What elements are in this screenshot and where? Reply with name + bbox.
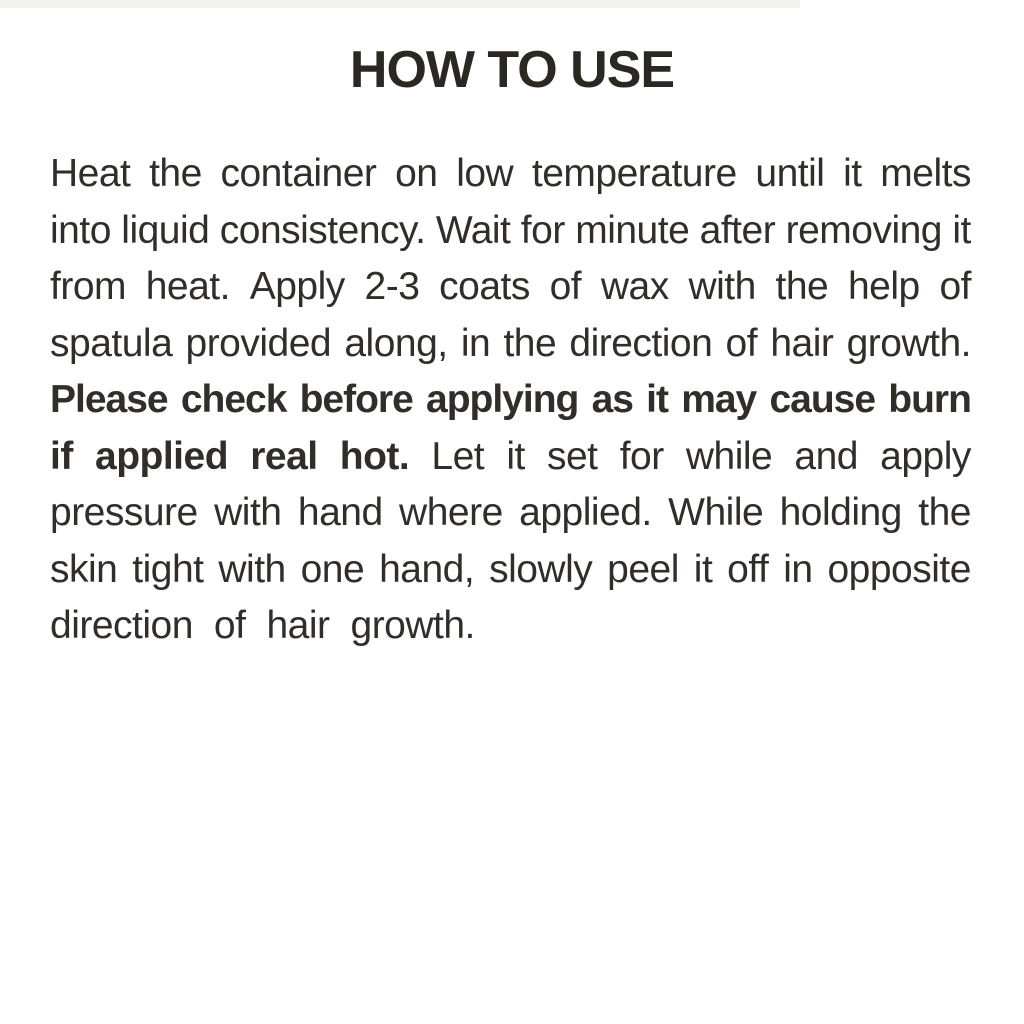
word: from [50, 265, 126, 308]
word: heat. [145, 265, 230, 308]
word: the [775, 265, 829, 308]
word: of [549, 265, 582, 308]
word: for [520, 208, 565, 252]
word: it [646, 378, 668, 421]
instruction-line-2 [50, 203, 971, 260]
word: where [399, 491, 503, 534]
word: into [50, 208, 111, 252]
instruction-line-3 [50, 259, 971, 316]
instruction-line-1 [50, 146, 971, 203]
word: in [460, 321, 491, 365]
word: applied. [519, 491, 652, 534]
word: the [918, 491, 971, 534]
word: hair [266, 604, 330, 647]
word: growth. [846, 321, 971, 365]
word: Let [431, 434, 485, 478]
word: apply [880, 434, 971, 478]
instruction-line-8 [50, 542, 971, 599]
word: real [250, 434, 318, 478]
word: with [688, 265, 756, 308]
word: consistency. [219, 208, 426, 252]
word: hand [297, 491, 383, 534]
word: it [693, 547, 713, 591]
word: hot. [339, 434, 410, 478]
word: 2-3 [364, 265, 420, 308]
word: peel [607, 547, 679, 591]
word: before [299, 378, 413, 421]
word: until [755, 152, 825, 195]
word: coats [439, 265, 530, 308]
word: liquid [121, 208, 210, 252]
word: wax [600, 265, 669, 308]
word: set [546, 434, 598, 478]
word: hand, [379, 547, 475, 591]
word: with [214, 491, 282, 534]
word: minute [575, 208, 690, 252]
word: one [300, 547, 365, 591]
word: low [456, 152, 514, 195]
word: While [668, 491, 764, 534]
word: it [843, 152, 862, 195]
word: while [685, 434, 773, 478]
word: direction [50, 604, 193, 647]
word: as [591, 378, 633, 421]
word: applying [426, 378, 579, 421]
word: slowly [489, 547, 593, 591]
word: along, [344, 321, 448, 365]
word: with [218, 547, 286, 591]
word: after [699, 208, 776, 252]
instruction-line-6 [50, 429, 971, 486]
word: the [149, 152, 202, 195]
instructions-paragraph [50, 146, 971, 655]
word: off [727, 547, 769, 591]
word: direction [569, 321, 713, 365]
word: help [847, 265, 920, 308]
word: for [619, 434, 664, 478]
page-title: HOW TO USE [349, 41, 675, 99]
word: container [220, 152, 377, 195]
word: hair [770, 321, 834, 365]
word: and [794, 434, 858, 478]
instruction-line-4 [50, 316, 971, 373]
word: on [395, 152, 438, 195]
word: provided [185, 321, 332, 365]
word: of [725, 321, 758, 365]
word: tight [132, 547, 204, 591]
word: pressure [50, 491, 198, 534]
word: Please [50, 378, 168, 421]
word: if [50, 434, 73, 478]
instruction-line-9 [50, 598, 971, 655]
word: Apply [249, 265, 345, 308]
word: in [783, 547, 813, 591]
word: Wait [435, 208, 511, 252]
word: skin [50, 547, 118, 591]
word: spatula [50, 321, 173, 365]
instruction-line-5-warning [50, 372, 971, 429]
word: cause [769, 378, 876, 421]
scan-edge-artifact [0, 0, 800, 8]
word: of [939, 265, 971, 308]
word: check [180, 378, 287, 421]
word: burn [888, 378, 971, 421]
word: the [503, 321, 557, 365]
word: applied [95, 434, 229, 478]
word: growth. [350, 604, 475, 647]
word: removing [785, 208, 942, 252]
word: temperature [531, 152, 737, 195]
instruction-line-7 [50, 485, 971, 542]
word: of [213, 604, 246, 647]
word: it [952, 208, 971, 252]
word: Heat [50, 152, 131, 195]
word: may [681, 378, 757, 421]
word: it [506, 434, 525, 478]
word: opposite [827, 547, 971, 591]
word: melts [880, 152, 971, 195]
word: holding [779, 491, 902, 534]
